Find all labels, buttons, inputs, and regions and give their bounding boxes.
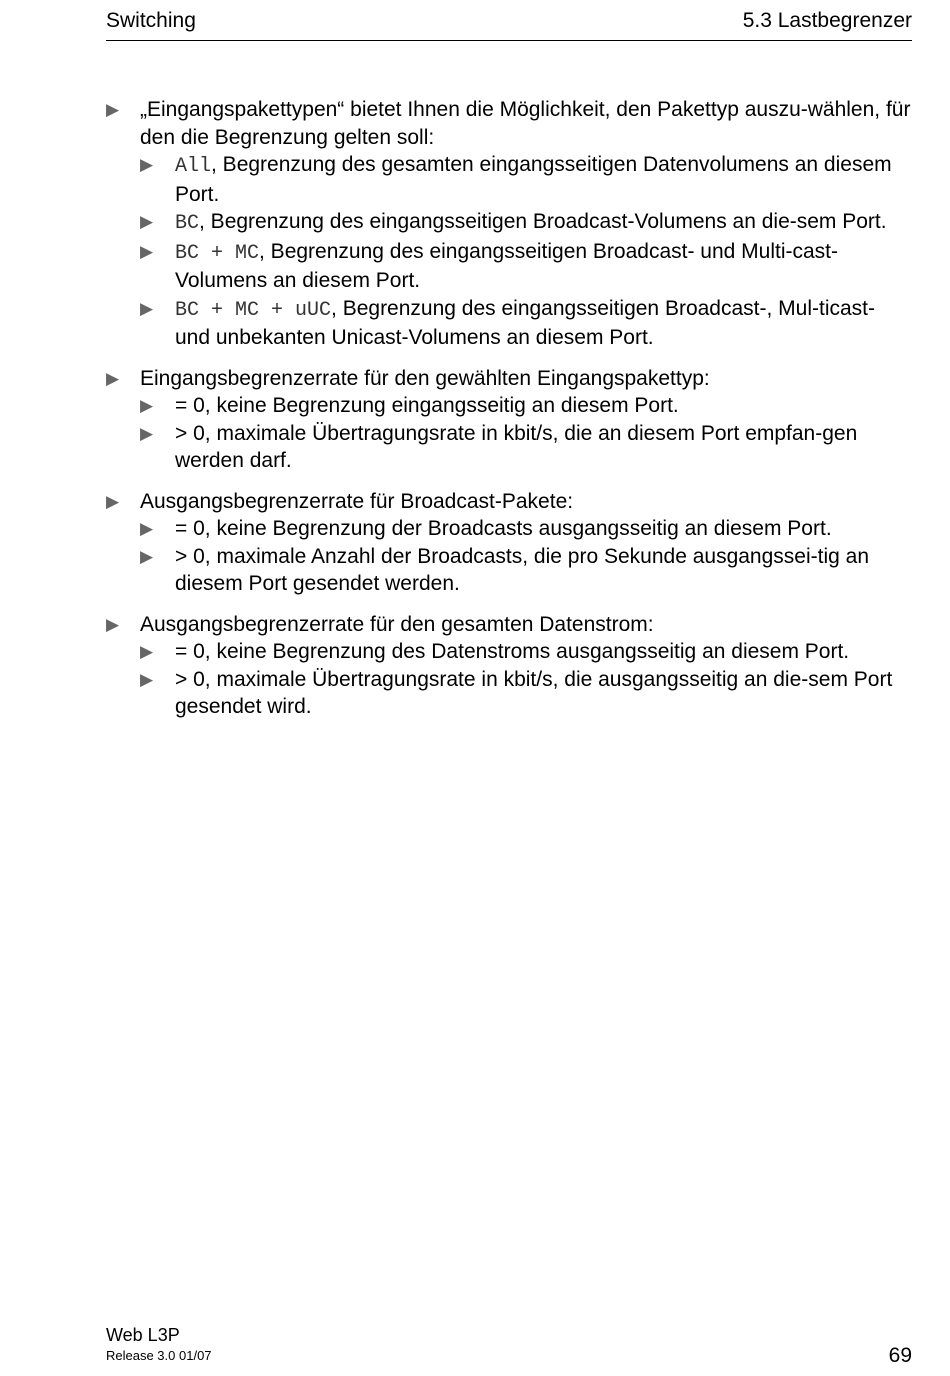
list-item (106, 365, 912, 475)
page-header (106, 6, 912, 41)
code-value: All (175, 155, 212, 178)
code-value: BC + MC + uUC (175, 298, 332, 322)
section-title: 5.3 Lastbegrenzer (742, 9, 912, 32)
sub-item-text: = 0, keine Begrenzung der Broadcasts ausgangsseitig an diesem Port. (175, 517, 832, 540)
code-value: BC + MC (175, 241, 260, 265)
list-item (106, 488, 912, 598)
item-text: Eingangsbegrenzerrate für den gewählten Eingangspakettyp: (140, 366, 710, 390)
triangle-right-icon: ▶ (106, 614, 120, 634)
sub-item-text: , Begrenzung des eingangsseitigen Broadcast- und Multi-cast-Volumens an diesem Port. (175, 239, 839, 292)
product-name: Web L3P (106, 1325, 180, 1345)
sub-list-item (140, 238, 912, 295)
triangle-right-icon: ▶ (140, 423, 154, 443)
sub-list-item (140, 515, 912, 543)
triangle-right-icon: ▶ (140, 642, 154, 661)
item-text: Ausgangsbegrenzerrate für Broadcast-Pakete: (140, 489, 574, 513)
sub-list-item (140, 295, 912, 352)
sub-list-item (140, 543, 912, 598)
content-body (106, 96, 912, 734)
sub-item-text: > 0, maximale Anzahl der Broadcasts, die pro Sekunde ausgangssei-tig an diesem Port gesendet werden. (175, 544, 869, 595)
triangle-right-icon: ▶ (140, 155, 154, 174)
triangle-right-icon: ▶ (106, 491, 120, 511)
triangle-right-icon: ▶ (140, 669, 154, 689)
sub-item-text: , Begrenzung des eingangsseitigen Broadcast-Volumens an die-sem Port. (199, 210, 887, 233)
triangle-right-icon: ▶ (140, 241, 154, 261)
sub-item-text: = 0, keine Begrenzung des Datenstroms ausgangsseitig an diesem Port. (175, 640, 850, 663)
list-item (106, 96, 912, 352)
sub-item-text: > 0, maximale Übertragungsrate in kbit/s, die an diesem Port empfan-gen werden darf. (175, 421, 858, 472)
triangle-right-icon: ▶ (140, 519, 154, 538)
item-text: „Eingangspakettypen“ bietet Ihnen die Möglichkeit, den Pakettyp auszu-wählen, für den die Begrenzung gelten soll: (140, 98, 911, 149)
sub-item-text: , Begrenzung des gesamten eingangsseitigen Datenvolumens an diesem Port. (175, 153, 892, 206)
sub-item-text: > 0, maximale Übertragungsrate in kbit/s, die ausgangsseitig an die-sem Port gesendet wird. (175, 667, 893, 718)
triangle-right-icon: ▶ (106, 100, 120, 119)
triangle-right-icon: ▶ (140, 298, 154, 318)
triangle-right-icon: ▶ (140, 396, 154, 415)
triangle-right-icon: ▶ (140, 546, 154, 566)
list-item (106, 611, 912, 721)
item-text: Ausgangsbegrenzerrate für den gesamten Datenstrom: (140, 612, 654, 636)
sub-list-item (140, 666, 912, 721)
release-info: Release 3.0 01/07 (106, 1348, 212, 1363)
chapter-title: Switching (106, 9, 196, 32)
sub-list-item (140, 208, 912, 238)
page-number: 69 (888, 1344, 912, 1367)
sub-list-item (140, 151, 912, 208)
sub-item-text: = 0, keine Begrenzung eingangsseitig an diesem Port. (175, 394, 679, 417)
sub-list-item (140, 420, 912, 475)
page-footer (106, 1326, 212, 1362)
triangle-right-icon: ▶ (140, 212, 154, 231)
triangle-right-icon: ▶ (106, 368, 120, 388)
code-value: BC (175, 212, 200, 235)
sub-list-item (140, 638, 912, 666)
sub-list-item (140, 392, 912, 420)
sub-item-text: , Begrenzung des eingangsseitigen Broadcast-, Mul-ticast- und unbekanten Unicast-Volumens an diesem Port. (175, 296, 875, 349)
